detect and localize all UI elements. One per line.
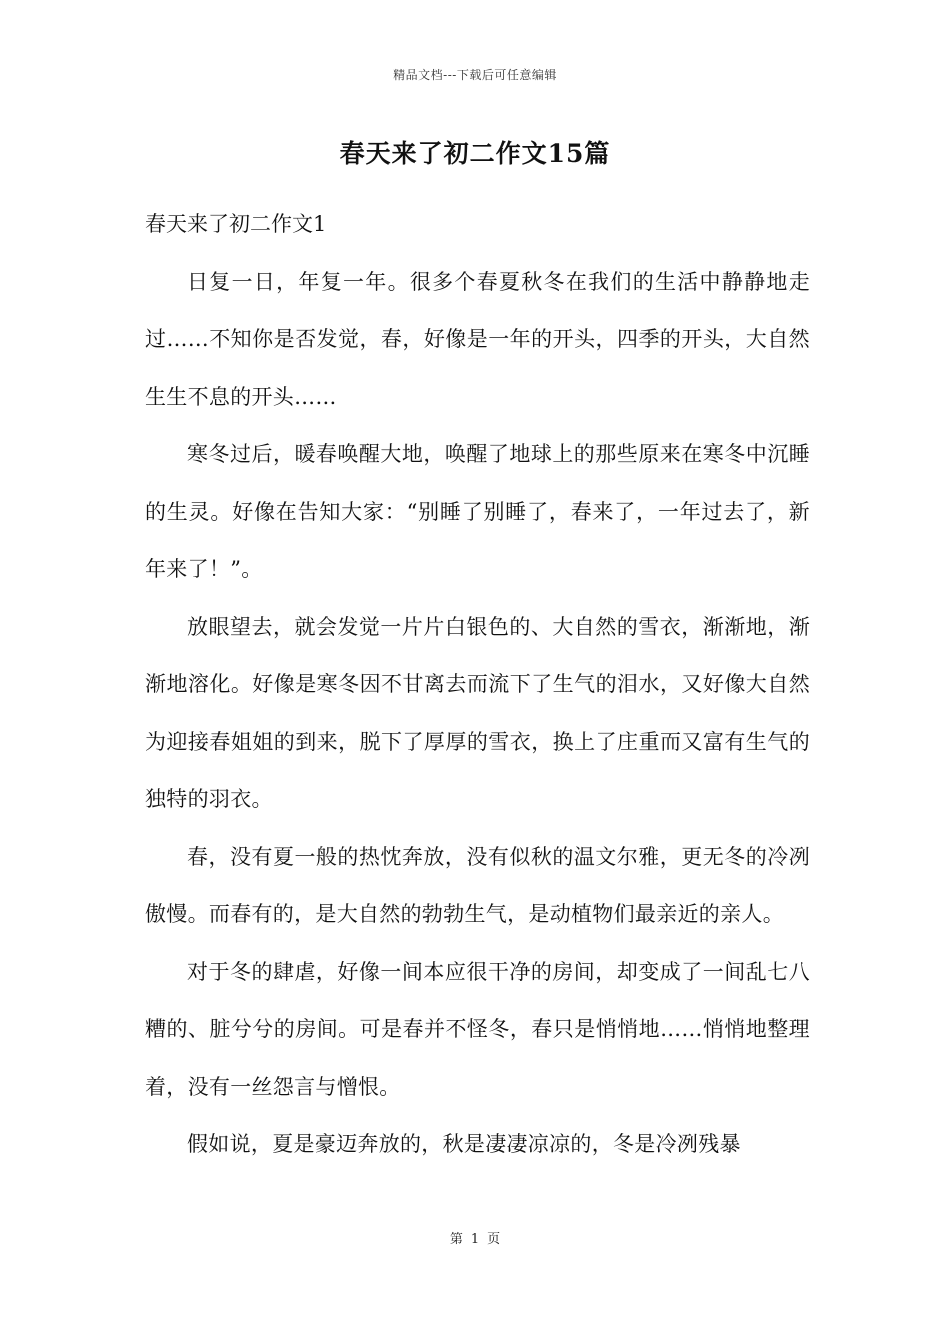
footer-suffix: 页 <box>487 1232 501 1247</box>
paragraph-4: 春，没有夏一般的热忱奔放，没有似秋的温文尔雅，更无冬的冷冽傲慢。而春有的，是大自然的勃勃生气，是动植物们最亲近的亲人。 <box>145 844 810 926</box>
footer-prefix: 第 <box>449 1232 463 1247</box>
document-body <box>145 196 810 1174</box>
paragraph-6: 假如说，夏是豪迈奔放的，秋是凄凄凉凉的，冬是冷冽残暴 <box>187 1132 741 1156</box>
paragraph-2: 寒冬过后，暖春唤醒大地，唤醒了地球上的那些原来在寒冬中沉睡的生灵。好像在告知大家：“别睡了别睡了，春来了，一年过去了，新年来了！”。 <box>145 442 810 581</box>
header-note: 精品文档---下载后可任意编辑 <box>393 68 557 82</box>
section-title: 春天来了初二作文1 <box>145 212 327 236</box>
paragraph-3: 放眼望去，就会发觉一片片白银色的、大自然的雪衣，渐渐地，渐渐地溶化。好像是寒冬因不甘离去而流下了生气的泪水，又好像大自然为迎接春姐姐的到来，脱下了厚厚的雪衣，换上了庄重而又富有生气的独特的羽衣。 <box>145 614 810 811</box>
document-title: 春天来了初二作文15篇 <box>339 139 611 168</box>
page-footer <box>0 1228 950 1247</box>
paragraph-1: 日复一日，年复一年。很多个春夏秋冬在我们的生活中静静地走过……不知你是否发觉，春，好像是一年的开头，四季的开头，大自然生生不息的开头…… <box>145 269 810 409</box>
paragraph-5: 对于冬的肆虐，好像一间本应很干净的房间，却变成了一间乱七八糟的、脏兮兮的房间。可是春并不怪冬，春只是悄悄地……悄悄地整理着，没有一丝怨言与憎恨。 <box>145 959 810 1099</box>
page-number: 1 <box>470 1232 480 1247</box>
